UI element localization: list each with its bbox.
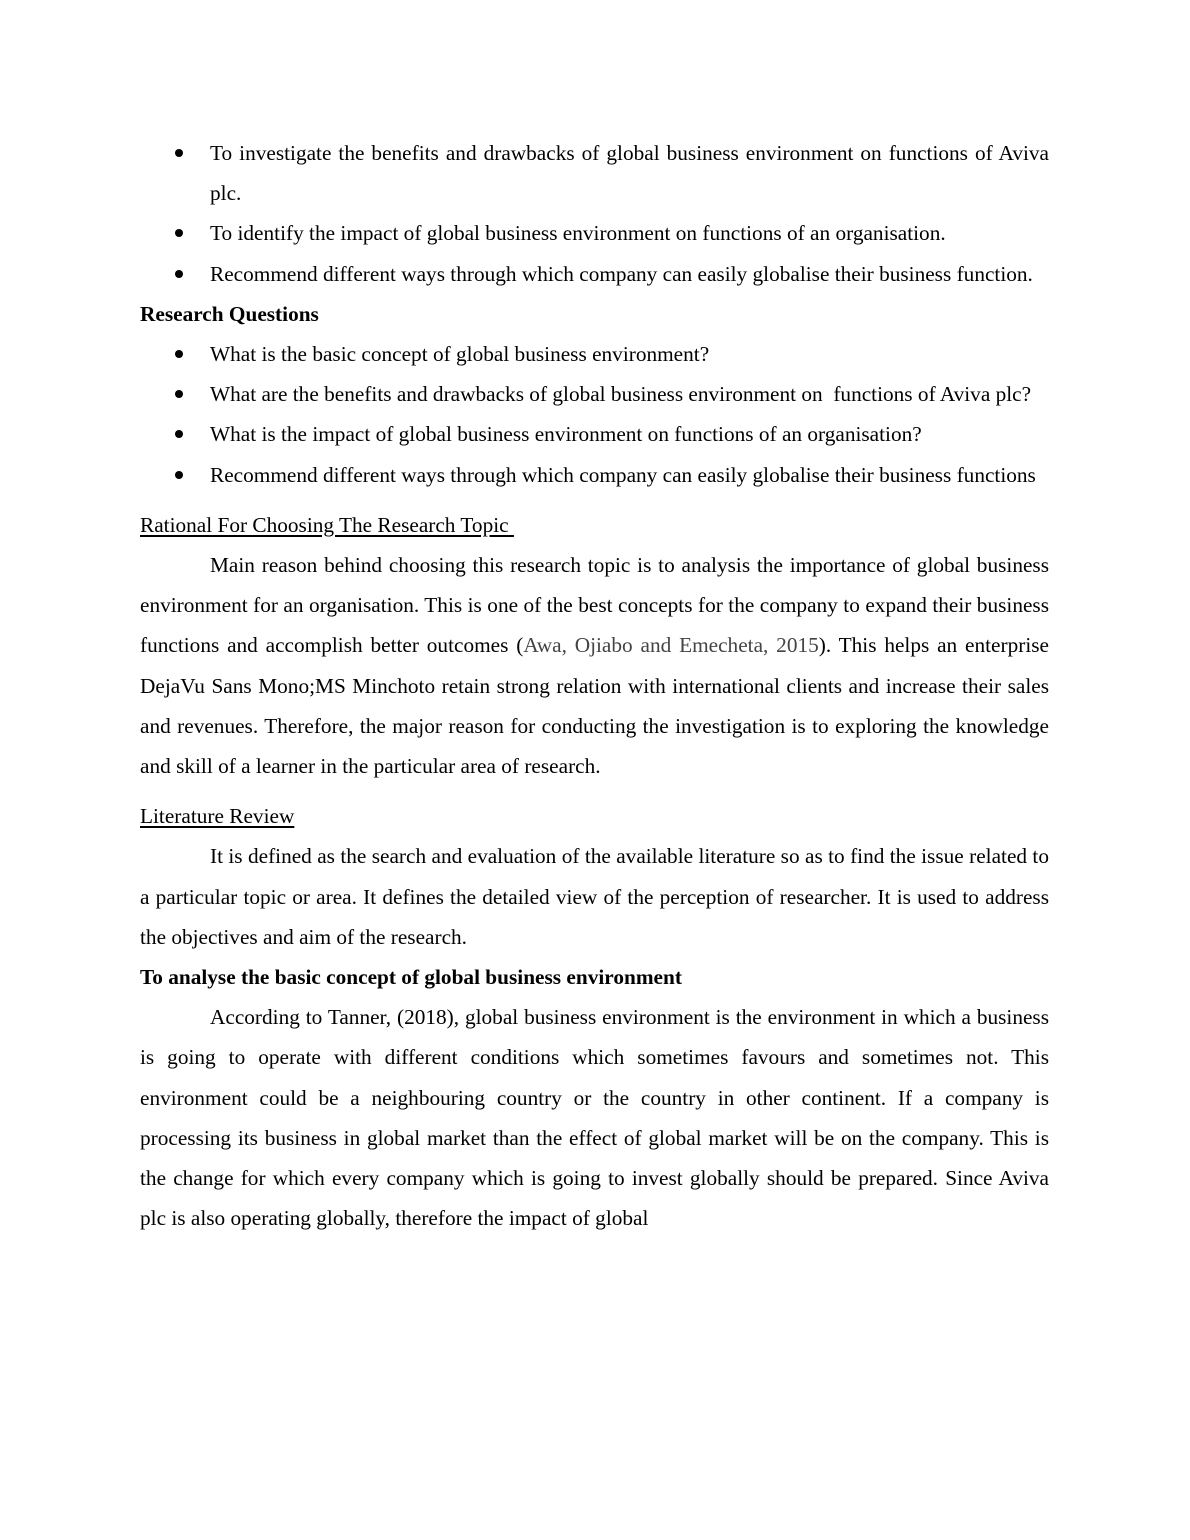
research-question-text: What is the basic concept of global business environment? <box>210 342 710 367</box>
research-question-item <box>140 455 1049 495</box>
research-question-text: Recommend different ways through which company can easily globalise their business functions <box>210 462 1036 487</box>
bullet-icon <box>175 149 183 157</box>
bullet-icon <box>175 229 183 237</box>
research-question-text: What are the benefits and drawbacks of global business environment on functions of Aviva plc? <box>210 382 1032 407</box>
literature-review-paragraph: It is defined as the search and evaluation of the available literature so as to find the issue related to a particular topic or area. It defines the detailed view of the perception of researcher. It is used to address the objectives and aim of the research. <box>140 844 1049 949</box>
bullet-icon <box>175 390 183 398</box>
rationale-text-after: ). This helps an enterprise DejaVu Sans Mono;MS Minchoto retain strong relation with international clients and increase their sales and revenues. Therefore, the major reason for conducting the investigation is to exploring the knowledge and skill of a learner in the particular area of research. <box>140 633 1049 779</box>
objectives-list <box>140 133 1049 294</box>
bullet-icon <box>175 270 183 278</box>
rationale-heading: Rational For Choosing The Research Topic <box>140 512 514 537</box>
objective-text: Recommend different ways through which company can easily globalise their business function. <box>210 261 1033 286</box>
research-question-item <box>140 374 1049 414</box>
research-questions-heading: Research Questions <box>140 301 319 326</box>
bullet-icon <box>175 430 183 438</box>
bullet-icon <box>175 471 183 479</box>
literature-review-heading: Literature Review <box>140 804 295 829</box>
basic-concept-paragraph: According to Tanner, (2018), global business environment is the environment in which a business is going to operate with different conditions which sometimes favours and sometimes not. This environment could be a neighbouring country or the country in other continent. If a company is processing its business in global market than the effect of global market will be on the company. This is the change for which every company which is going to invest globally should be prepared. Since Aviva plc is also operating globally, therefore the impact of global <box>140 1005 1049 1231</box>
research-questions-list <box>140 334 1049 495</box>
rationale-text-before: Main reason behind choosing this research topic is to analysis the importance of global business environment for an organisation. This is one of the best concepts for the company to expand their business functions and accomplish better outcomes ( <box>140 553 1049 658</box>
objective-item <box>140 254 1049 294</box>
research-question-item <box>140 414 1049 454</box>
research-question-text: What is the impact of global business environment on functions of an organisation? <box>210 422 922 447</box>
objective-text: To investigate the benefits and drawbacks of global business environment on functions of Aviva plc. <box>210 141 1049 206</box>
basic-concept-heading: To analyse the basic concept of global business environment <box>140 965 682 990</box>
rationale-citation: Awa, Ojiabo and Emecheta, 2015 <box>523 633 819 658</box>
research-question-item <box>140 334 1049 374</box>
rationale-paragraph <box>140 545 1049 786</box>
objective-text: To identify the impact of global business environment on functions of an organisation. <box>210 221 946 246</box>
objective-item <box>140 213 1049 253</box>
bullet-icon <box>175 350 183 358</box>
document-page <box>140 133 1049 1238</box>
objective-item <box>140 133 1049 213</box>
